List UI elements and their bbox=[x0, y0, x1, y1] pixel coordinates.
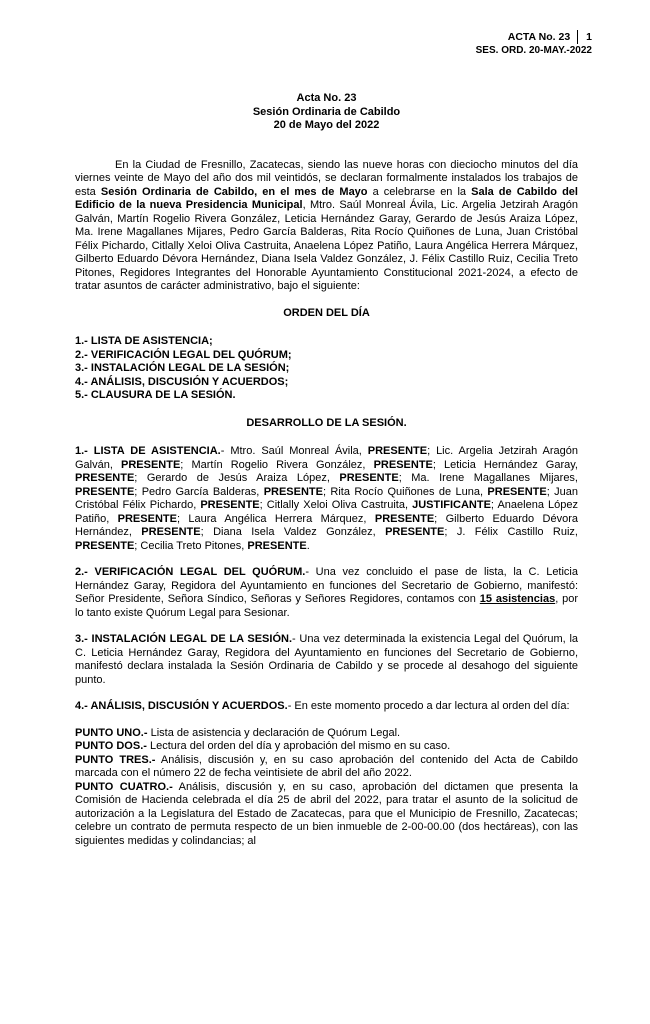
text-segment: - Mtro. Saúl Monreal Ávila, bbox=[220, 445, 368, 457]
text-segment: ; Anaelena López Patiño, bbox=[75, 499, 578, 525]
text-segment: PRESENTE bbox=[385, 526, 445, 538]
title-acta-number: Acta No. 23 bbox=[296, 92, 357, 104]
punto-tres-paragraph bbox=[75, 754, 578, 781]
acta-number-label: ACTA No. 23 bbox=[507, 31, 571, 43]
text-segment: a celebrarse en la bbox=[367, 185, 472, 198]
text-segment: 15 asistencias bbox=[479, 593, 556, 605]
text-segment: ; Diana Isela Valdez González, bbox=[200, 526, 386, 538]
instalacion-sesion-paragraph bbox=[75, 633, 578, 687]
text-segment: PUNTO CUATRO.- bbox=[75, 780, 173, 793]
orden-del-dia-list bbox=[75, 335, 578, 403]
heading-orden-del-dia: ORDEN DEL DÍA bbox=[283, 306, 370, 319]
text-segment: ; J. Félix Castillo Ruiz, bbox=[444, 526, 578, 538]
text-segment: PRESENTE bbox=[141, 526, 201, 538]
text-segment: Sesión Ordinaria de Cabildo, en el mes de Mayo bbox=[100, 185, 368, 198]
text-segment: ; Rita Rocío Quiñones de Luna, bbox=[322, 485, 488, 498]
text-segment: Análisis, discusión y, en su caso aprobación del contenido del Acta de Cabildo marcada con el número 22 de fecha veintisiete de abril del año 2022. bbox=[75, 753, 578, 779]
text-segment: Lista de asistencia y declaración de Quórum Legal. bbox=[147, 726, 401, 739]
text-segment: - Una vez concluido el pase de lista, la C. Leticia Hernández Garay, Regidora del Ayuntamiento en funciones del Secretario de Gobierno, manifestó: Señor Presidente, Señora Síndico, Señoras y Señores Regidores, contamos con bbox=[75, 566, 578, 605]
text-segment: PRESENTE bbox=[373, 458, 433, 471]
title-date: 20 de Mayo del 2022 bbox=[273, 119, 380, 131]
orden-item-5: 5.- CLAUSURA DE LA SESIÓN. bbox=[75, 389, 236, 401]
heading-desarrollo-sesion: DESARROLLO DE LA SESIÓN. bbox=[246, 416, 407, 429]
text-segment: 2.- VERIFICACIÓN LEGAL DEL QUÓRUM. bbox=[75, 566, 306, 578]
text-segment: 4.- ANÁLISIS, DISCUSIÓN Y ACUERDOS. bbox=[75, 700, 288, 712]
text-segment: ; Cecilia Treto Pitones, bbox=[134, 539, 248, 552]
text-segment: ; Lic. Argelia Jetzirah Aragón Galván, bbox=[75, 445, 578, 471]
text-segment: PUNTO DOS.- bbox=[75, 740, 147, 752]
text-segment: PRESENTE bbox=[121, 458, 181, 471]
text-segment: - En este momento procedo a dar lectura al orden del día: bbox=[287, 700, 570, 712]
lista-asistencia-paragraph bbox=[75, 445, 578, 553]
page-header bbox=[75, 30, 592, 58]
text-segment: ; Pedro García Balderas, bbox=[134, 485, 264, 498]
punto-dos-paragraph bbox=[75, 740, 578, 754]
text-segment: JUSTIFICANTE bbox=[412, 499, 491, 511]
text-segment: PUNTO UNO.- bbox=[75, 726, 148, 739]
text-segment: PRESENTE bbox=[487, 485, 547, 498]
punto-uno-paragraph bbox=[75, 727, 578, 741]
text-segment: PRESENTE bbox=[75, 485, 135, 498]
verificacion-quorum-paragraph bbox=[75, 566, 578, 620]
text-segment: PRESENTE bbox=[374, 512, 435, 525]
text-segment: PRESENTE bbox=[247, 539, 307, 552]
puntos-list bbox=[75, 727, 578, 849]
text-segment: PRESENTE bbox=[263, 485, 323, 498]
title-session-type: Sesión Ordinaria de Cabildo bbox=[252, 105, 401, 118]
document-title bbox=[75, 92, 578, 133]
header-session-line: SES. ORD. 20-MAY.-2022 bbox=[475, 45, 592, 56]
text-segment: PRESENTE bbox=[75, 539, 135, 552]
text-segment: Sala de Cabildo del Edificio de la nueva Presidencia Municipal bbox=[75, 185, 578, 211]
orden-item-3: 3.- INSTALACIÓN LEGAL DE LA SESIÓN; bbox=[75, 362, 290, 374]
header-acta-line bbox=[75, 30, 592, 44]
text-segment: , Mtro. Saúl Monreal Ávila, Lic. Argelia Jetzirah Aragón Galván, Martín Rogelio Rivera González, Leticia Hernández Garay, Gerardo de Jesús Araiza López, Ma. Irene Magallanes Mijares, Pedro García Balderas, Rita Rocío Quiñones de Luna, Juan Cristóbal Félix Pichardo, Citlally Xeloi Oliva Castruita, Anaelena López Patiño, Laura Angélica Herrera Márquez, Gilberto Eduardo Dévora Hernández, Diana Isela Valdez González, J. Félix Castillo Ruiz, Cecilia Treto Pitones, Regidores Integrantes del Honorable Ayuntamiento Constitucional 2021-2024, a efecto de tratar asuntos de carácter administrativo, bajo el siguiente: bbox=[75, 199, 578, 292]
text-segment: PRESENTE bbox=[117, 512, 177, 525]
intro-paragraph bbox=[75, 159, 578, 294]
punto-cuatro-paragraph bbox=[75, 781, 578, 849]
text-segment: PUNTO TRES.- bbox=[75, 753, 156, 766]
text-segment: ; Leticia Hernández Garay, bbox=[432, 458, 578, 471]
text-segment: 1.- LISTA DE ASISTENCIA. bbox=[75, 445, 221, 457]
text-segment: ; Juan Cristóbal Félix Pichardo, bbox=[75, 485, 578, 511]
text-segment: ; Gerardo de Jesús Araiza López, bbox=[134, 472, 340, 484]
text-segment: ; Gilberto Eduardo Dévora Hernández, bbox=[75, 512, 578, 538]
orden-item-4: 4.- ANÁLISIS, DISCUSIÓN Y ACUERDOS; bbox=[75, 375, 289, 388]
analisis-acuerdos-paragraph bbox=[75, 700, 578, 714]
orden-item-2: 2.- VERIFICACIÓN LEGAL DEL QUÓRUM; bbox=[75, 348, 292, 361]
text-segment: ; Ma. Irene Magallanes Mijares, bbox=[398, 472, 578, 484]
text-segment: PRESENTE bbox=[200, 499, 260, 511]
text-segment: 3.- INSTALACIÓN LEGAL DE LA SESIÓN. bbox=[75, 633, 293, 645]
text-segment: ; Laura Angélica Herrera Márquez, bbox=[176, 512, 375, 525]
text-segment: ; Citlally Xeloi Oliva Castruita, bbox=[259, 499, 413, 511]
text-segment: . bbox=[306, 539, 310, 552]
text-segment: PRESENTE bbox=[367, 445, 428, 457]
text-segment: Análisis, discusión y, en su caso, aprobación del dictamen que presenta la Comisión de Hacienda celebrada el día 25 de abril del 2022, para tratar el asunto de la solicitud de autorización a la Legislatura del Estado de Zacatecas, para que el Municipio de Fresnillo, Zacatecas; celebre un contrato de permuta respecto de un bien inmueble de 2-00-00.00 (dos hectáreas), con las siguientes medidas y colindancias; al bbox=[75, 780, 578, 847]
orden-item-1: 1.- LISTA DE ASISTENCIA; bbox=[75, 335, 213, 347]
page-number: 1 bbox=[577, 30, 592, 44]
text-segment: En la Ciudad de Fresnillo, Zacatecas, siendo las nueve horas con dieciocho minutos del día viernes veinte de Mayo del año dos mil veintidós, se declaran formalmente instalados los trabajos de esta bbox=[75, 158, 578, 198]
text-segment: ; Martín Rogelio Rivera González, bbox=[180, 458, 374, 471]
text-segment: PRESENTE bbox=[75, 472, 135, 484]
text-segment: , por lo tanto existe Quórum Legal para Sesionar. bbox=[75, 593, 578, 619]
text-segment: Lectura del orden del día y aprobación del mismo en su caso. bbox=[146, 740, 451, 752]
text-segment: PRESENTE bbox=[339, 472, 399, 484]
text-segment: - Una vez determinada la existencia Legal del Quórum, la C. Leticia Hernández Garay, Regidora del Ayuntamiento en funciones del Secretario de Gobierno, manifestó declara instalada la Sesión Ordinaria de Cabildo y se procede al desahogo del siguiente punto. bbox=[75, 633, 579, 686]
